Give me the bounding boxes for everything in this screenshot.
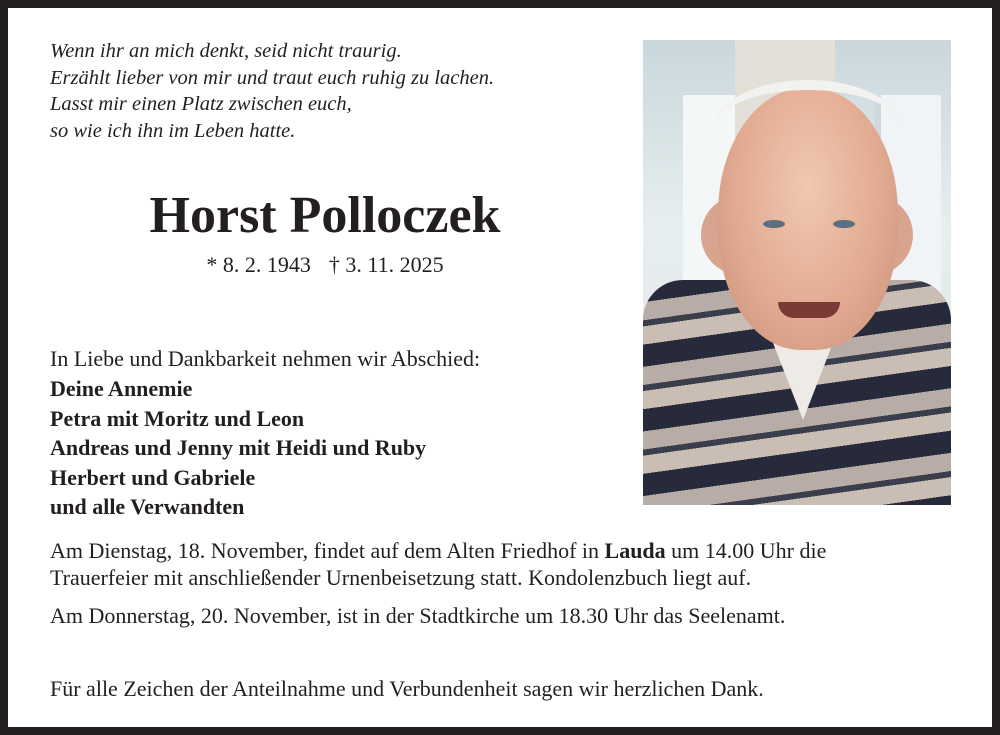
thanks-text: Für alle Zeichen der Anteilnahme und Verbundenheit sagen wir herzlichen Dank. bbox=[50, 676, 764, 701]
mourner: Herbert und Gabriele bbox=[50, 464, 256, 490]
deceased-name: Horst Polloczek bbox=[149, 187, 501, 244]
poem-line: Lasst mir einen Platz zwischen euch, bbox=[50, 93, 352, 115]
death-date: † 3. 11. 2025 bbox=[328, 252, 444, 277]
poem-line: so wie ich ihn im Leben hatte. bbox=[50, 119, 296, 142]
obituary-notice bbox=[8, 8, 992, 727]
poem bbox=[50, 38, 494, 144]
funeral-info bbox=[50, 537, 826, 591]
mourner: Petra mit Moritz und Leon bbox=[50, 405, 305, 431]
funeral-text: um 14.00 Uhr die bbox=[665, 538, 827, 563]
life-dates bbox=[50, 252, 600, 278]
mourner: Deine Annemie bbox=[50, 376, 193, 401]
funeral-text: Am Dienstag, 18. November, findet auf dem Alten Friedhof in bbox=[50, 538, 605, 563]
poem-line: Wenn ihr an mich denkt, seid nicht traurig. bbox=[50, 40, 402, 62]
mourner: Andreas und Jenny mit Heidi und Ruby bbox=[50, 435, 427, 461]
mass-info: Am Donnerstag, 20. November, ist in der Stadtkirche um 18.30 Uhr das Seelenamt. bbox=[50, 603, 786, 628]
portrait-photo bbox=[643, 40, 951, 505]
poem-line: Erzählt lieber von mir und traut euch ruhig zu lachen. bbox=[50, 66, 495, 89]
farewell-intro: In Liebe und Dankbarkeit nehmen wir Abschied: bbox=[50, 346, 481, 371]
mourner: und alle Verwandten bbox=[50, 494, 245, 520]
birth-date: * 8. 2. 1943 bbox=[206, 252, 311, 277]
funeral-place: Lauda bbox=[604, 538, 666, 563]
funeral-text: Trauerfeier mit anschließender Urnenbeisetzung statt. Kondolenzbuch liegt auf. bbox=[50, 565, 752, 590]
mourners-list bbox=[50, 374, 426, 522]
